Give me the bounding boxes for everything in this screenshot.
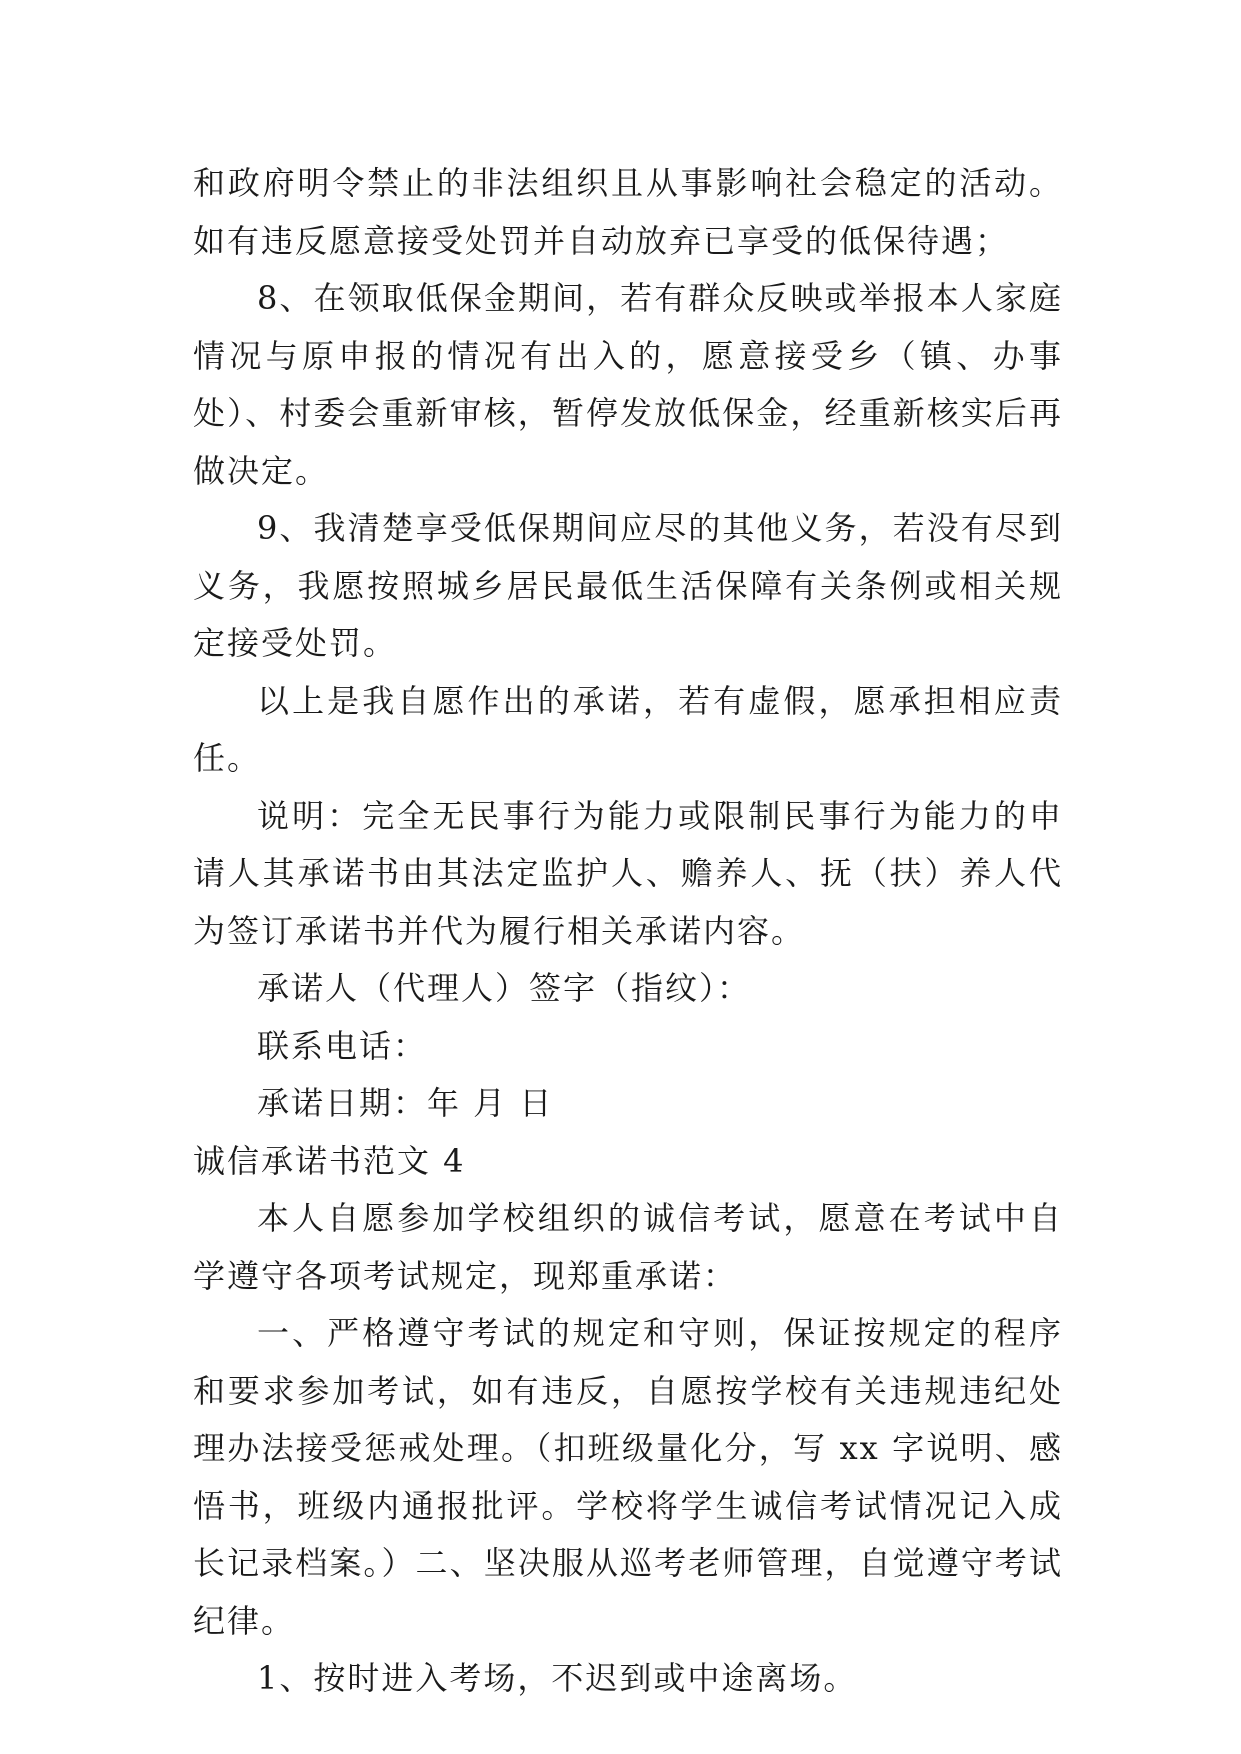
paragraph: 本人自愿参加学校组织的诚信考试，愿意在考试中自学遵守各项考试规定，现郑重承诺： [193,1199,1063,1295]
paragraph: 以上是我自愿作出的承诺，若有虚假，愿承担相应责任。 [193,681,1063,777]
date-line: 承诺日期：年 月 日 [257,1084,554,1122]
paragraph: 和政府明令禁止的非法组织且从事影响社会稳定的活动。如有违反愿意接受处罚并自动放弃已享受的低保待遇； [193,164,1063,260]
phone-line: 联系电话： [257,1026,428,1065]
signature-line: 承诺人（代理人）签字（指纹）： [257,969,752,1007]
section-title: 诚信承诺书范文 4 [193,1141,466,1180]
document-body [193,155,1063,1708]
paragraph: 9、我清楚享受低保期间应尽的其他义务，若没有尽到义务，我愿按照城乡居民最低生活保障有关条例或相关规定接受处罚。 [193,509,1063,662]
paragraph: 1、按时进入考场，不迟到或中途离场。 [257,1659,858,1697]
paragraph: 一、严格遵守考试的规定和守则，保证按规定的程序和要求参加考试，如有违反，自愿按学校有关违规违纪处理办法接受惩戒处理。（扣班级量化分，写 xx 字说明、感悟书，班级内通报批评。学校将学生诚信考试情况记入成长记录档案。）二、坚决服从巡考老师管理，自觉遵守考试纪律。 [193,1314,1063,1640]
paragraph: 8、在领取低保金期间，若有群众反映或举报本人家庭情况与原申报的情况有出入的，愿意接受乡（镇、办事处）、村委会重新审核，暂停发放低保金，经重新核实后再做决定。 [193,279,1063,490]
paragraph: 说明：完全无民事行为能力或限制民事行为能力的申请人其承诺书由其法定监护人、赡养人、抚（扶）养人代为签订承诺书并代为履行相关承诺内容。 [193,796,1063,950]
